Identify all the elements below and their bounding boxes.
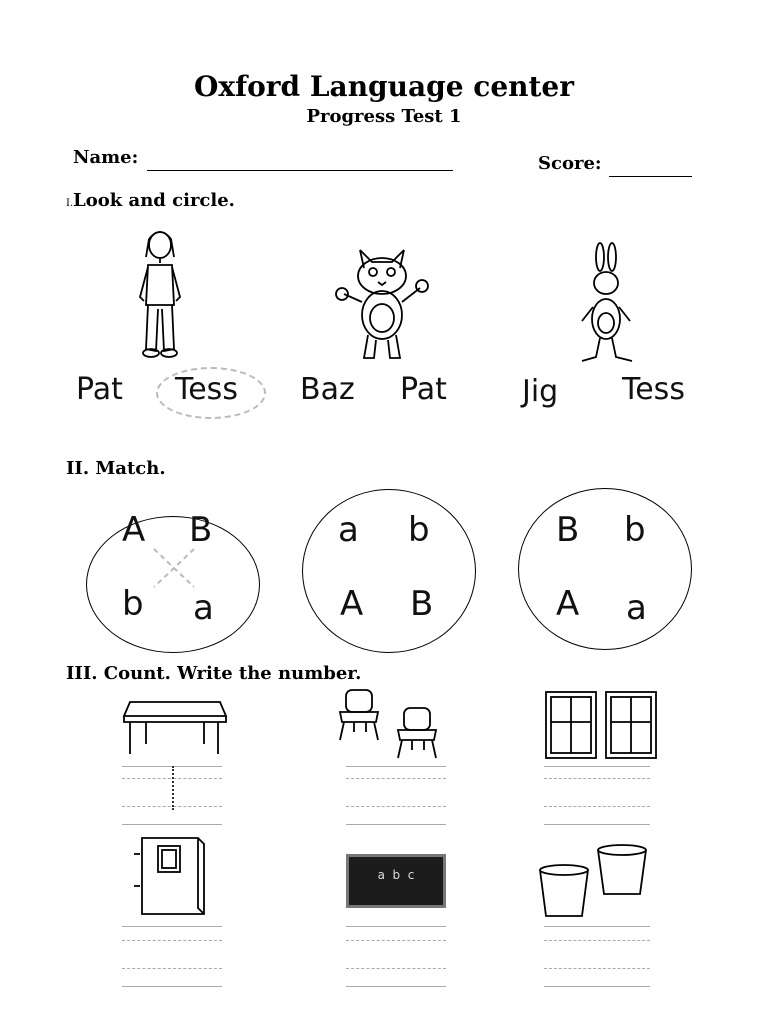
- windows-picture: [544, 690, 660, 760]
- section-2-heading: II. Match.: [66, 458, 166, 479]
- section-3-heading: III. Count. Write the number.: [66, 663, 362, 684]
- page-subtitle: Progress Test 1: [306, 106, 462, 127]
- word-option[interactable]: Pat: [76, 372, 123, 407]
- door-picture: [132, 836, 212, 916]
- score-field[interactable]: [609, 176, 692, 177]
- match-letter[interactable]: b: [624, 510, 646, 550]
- bins-picture: [538, 842, 654, 922]
- blackboard-text: a b c: [377, 868, 415, 882]
- table-picture: [120, 698, 230, 758]
- match-letter[interactable]: A: [556, 584, 580, 624]
- match-circle: [302, 489, 476, 653]
- example-number-stroke: [172, 766, 174, 810]
- section-1-title: Look and circle.: [73, 190, 235, 211]
- word-option[interactable]: Pat: [400, 372, 447, 407]
- name-field[interactable]: [147, 170, 453, 171]
- girl-picture: [130, 225, 190, 365]
- match-letter[interactable]: B: [556, 510, 580, 550]
- match-letter[interactable]: a: [626, 588, 647, 628]
- rabbit-picture: [576, 243, 638, 365]
- match-letter[interactable]: B: [410, 584, 434, 624]
- match-circle: [518, 488, 692, 650]
- chairs-picture: [330, 686, 450, 766]
- word-option[interactable]: Tess: [622, 372, 685, 407]
- match-letter[interactable]: B: [189, 510, 213, 550]
- cat-picture: [332, 240, 432, 365]
- page-title: Oxford Language center: [193, 70, 574, 103]
- section-1-numeral: I.: [66, 198, 74, 209]
- word-option[interactable]: Jig: [522, 374, 559, 409]
- section-1-heading: [66, 190, 235, 211]
- match-letter[interactable]: a: [193, 588, 214, 628]
- match-letter[interactable]: A: [122, 510, 146, 550]
- match-letter[interactable]: b: [122, 584, 144, 624]
- match-letter[interactable]: b: [408, 510, 430, 550]
- score-label: Score:: [538, 153, 602, 174]
- match-letter[interactable]: A: [340, 584, 364, 624]
- match-letter[interactable]: a: [338, 510, 359, 550]
- name-label: Name:: [73, 147, 139, 168]
- word-option[interactable]: Baz: [300, 372, 355, 407]
- word-option[interactable]: Tess: [175, 372, 238, 407]
